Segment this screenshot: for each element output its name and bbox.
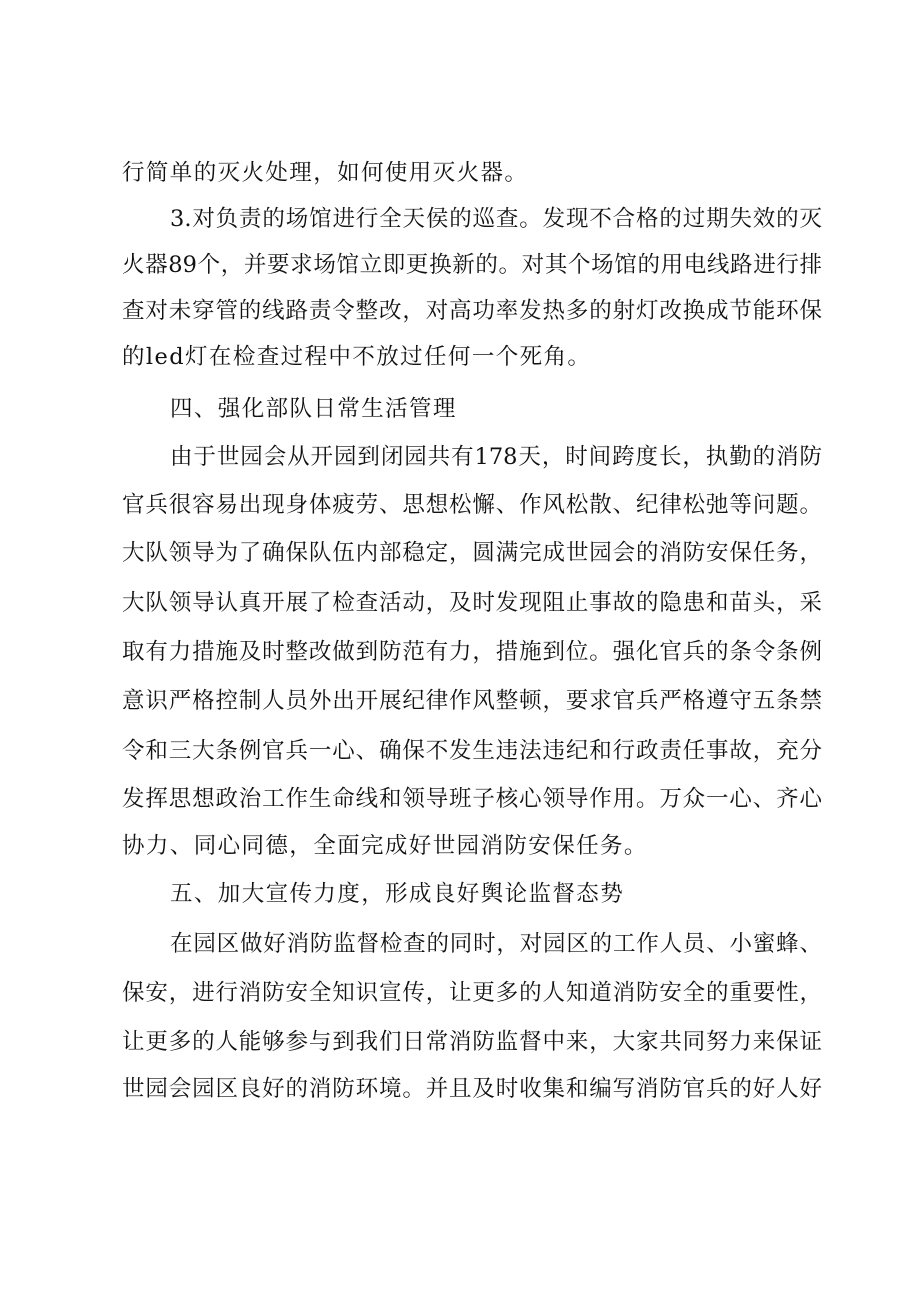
text-line: 官兵很容易出现身体疲劳、思想松懈、作风松散、纪律松弛等问题。 — [122, 492, 822, 518]
text-line: 发挥思想政治工作生命线和领导班子核心领导作用。万众一心、齐心 — [122, 786, 822, 812]
text-line: 在园区做好消防监督检查的同时，对园区的工作人员、小蜜蜂、 — [170, 931, 822, 957]
text-line: 大队领导认真开展了检查活动，及时发现阻止事故的隐患和苗头，采 — [122, 590, 822, 616]
text-line: 令和三大条例官兵一心、确保不发生违法违纪和行政责任事故，充分 — [122, 738, 822, 764]
text-line: 查对未穿管的线路责令整改，对高功率发热多的射灯改换成节能环保 — [122, 298, 822, 324]
text-line: 意识严格控制人员外出开展纪律作风整顿，要求官兵严格遵守五条禁 — [122, 688, 822, 714]
text-line: 世园会园区良好的消防环境。并且及时收集和编写消防官兵的好人好 — [122, 1076, 822, 1102]
text-line: 的led灯在检查过程中不放过任何一个死角。 — [122, 344, 592, 370]
text-line: 让更多的人能够参与到我们日常消防监督中来，大家共同努力来保证 — [122, 1029, 822, 1055]
text-line: 行简单的灭火处理，如何使用灭火器。 — [122, 160, 529, 186]
text-line: 协力、同心同德，全面完成好世园消防安保任务。 — [122, 833, 648, 859]
section-heading: 四、强化部队日常生活管理 — [170, 396, 457, 422]
text-line: 3.对负责的场馆进行全天侯的巡查。发现不合格的过期失效的灭 — [170, 206, 822, 232]
text-line: 大队领导为了确保队伍内部稳定，圆满完成世园会的消防安保任务， — [122, 540, 822, 566]
text-line: 取有力措施及时整改做到防范有力，措施到位。强化官兵的条令条例 — [122, 639, 822, 665]
text-line: 由于世园会从开园到闭园共有178天，时间跨度长，执勤的消防 — [170, 444, 822, 470]
text-line: 保安，进行消防安全知识宣传，让更多的人知道消防安全的重要性， — [122, 980, 822, 1006]
text-line: 火器89个，并要求场馆立即更换新的。对其个场馆的用电线路进行排 — [122, 252, 822, 278]
section-heading: 五、加大宣传力度，形成良好舆论监督态势 — [170, 881, 625, 907]
